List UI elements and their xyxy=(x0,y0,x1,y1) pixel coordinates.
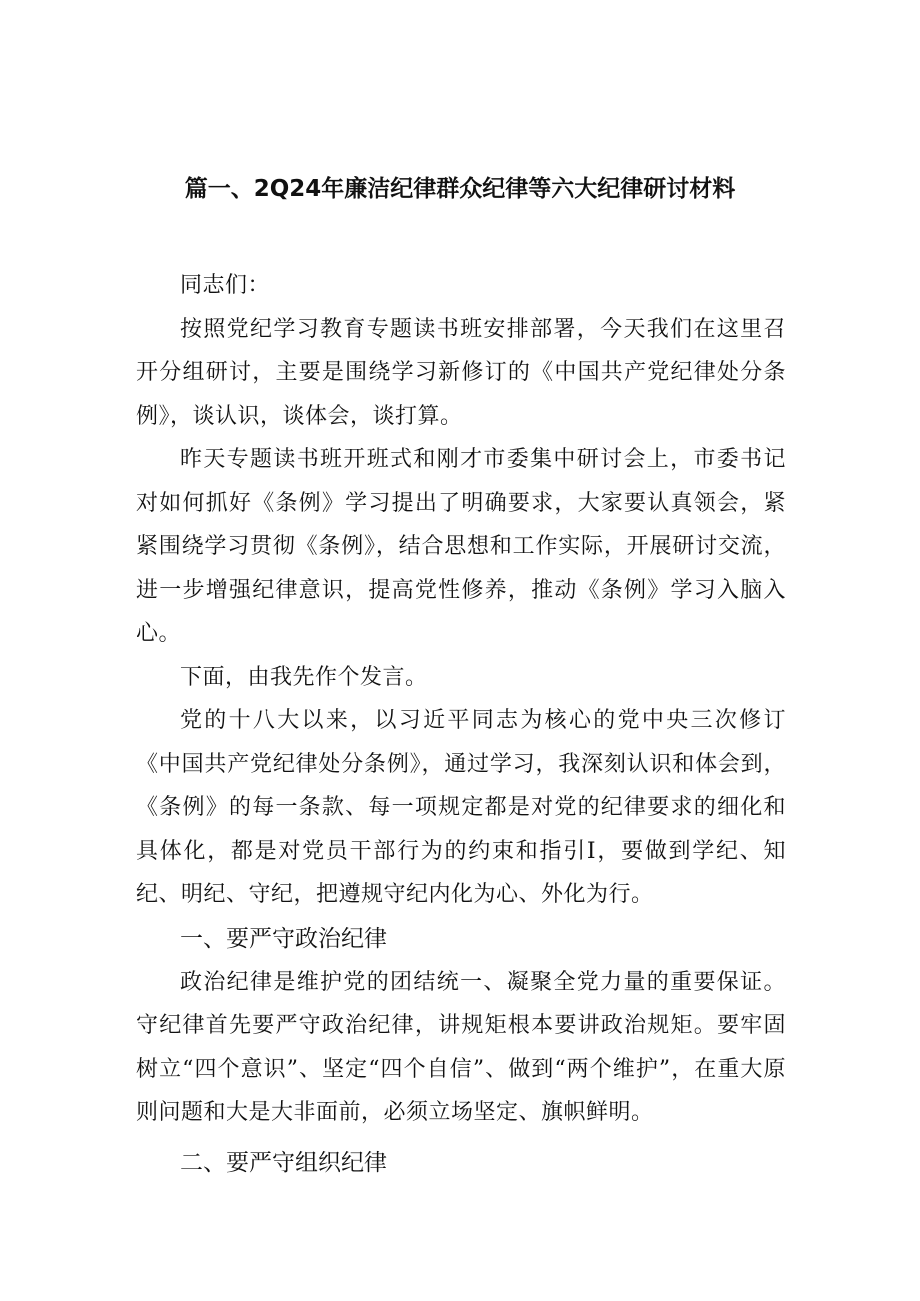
document-title: 篇一、2Q24年廉洁纪律群众纪律等六大纪律研讨材料 xyxy=(184,176,736,202)
section-heading-political-discipline: 一、要严守政治纪律 xyxy=(180,925,387,952)
paragraph-speech-start: 下面，由我先作个发言。 xyxy=(180,664,428,690)
document-body xyxy=(136,264,786,1185)
paragraph-political-discipline: 政治纪律是维护党的团结统一、凝聚全党力量的重要保证。守纪律首先要严守政治纪律，讲规矩根本要讲政治规矩。要牢固树立“四个意识”、坚定“四个自信”、做到“两个维护”，在重大原则问题和大是大非面前，必须立场坚定、旗帜鲜明。 xyxy=(136,969,786,1125)
paragraph-requirements: 昨天专题读书班开班式和刚才市委集中研讨会上，市委书记对如何抓好《条例》学习提出了明确要求，大家要认真领会，紧紧围绕学习贯彻《条例》，结合思想和工作实际，开展研讨交流，进一步增强纪律意识，提高党性修养，推动《条例》学习入脑入心。 xyxy=(136,447,786,646)
section-heading-organizational-discipline: 二、要严守组织纪律 xyxy=(180,1149,387,1176)
greeting: 同志们： xyxy=(180,273,271,298)
paragraph-understanding: 党的十八大以来，以习近平同志为核心的党中央三次修订《中国共产党纪律处分条例》，通过学习，我深刻认识和体会到，《条例》的每一条款、每一项规定都是对党的纪律要求的细化和具体化，都是对党员干部行为的约束和指引I，要做到学纪、知纪、明纪、守纪，把遵规守纪内化为心、外化为行。 xyxy=(136,708,786,907)
paragraph-intro: 按照党纪学习教育专题读书班安排部署，今天我们在这里召开分组研讨，主要是围绕学习新修订的《中国共产党纪律处分条例》，谈认识，谈体会，谈打算。 xyxy=(136,316,786,429)
